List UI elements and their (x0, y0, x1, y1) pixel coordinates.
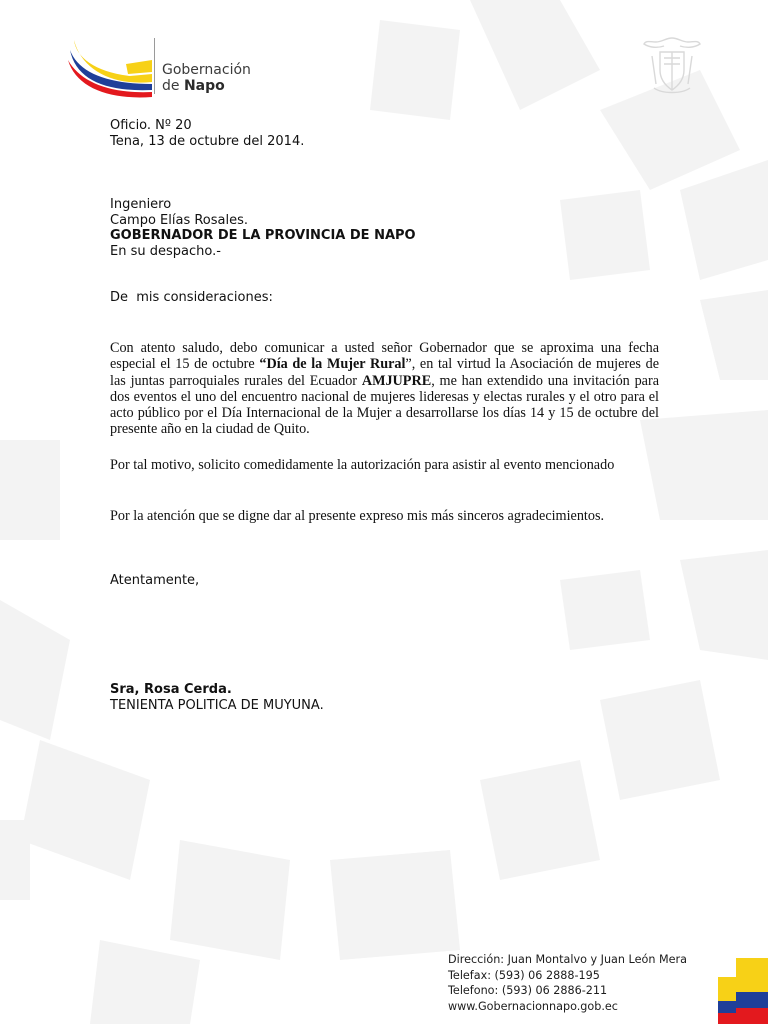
recipient-name: Campo Elías Rosales. (110, 212, 249, 228)
footer-fax: Telefax: (593) 06 2888-195 (448, 968, 600, 982)
paragraph1-association-acronym: AMJUPRE (361, 372, 432, 389)
body-paragraph-3: Por la atención que se digne dar al presente expreso mis más sinceros agradecimientos. (110, 508, 605, 524)
logo-divider (154, 38, 155, 94)
coat-of-arms-icon (642, 34, 702, 96)
footer-address: Dirección: Juan Montalvo y Juan León Mera (448, 953, 687, 966)
logo-text-line1: Gobernación (162, 62, 251, 78)
salutation: De mis consideraciones: (110, 290, 273, 305)
body-paragraph-1 (110, 340, 659, 438)
recipient-block (110, 197, 660, 259)
signature-block (110, 682, 660, 713)
footer-contact (448, 952, 687, 1014)
footer-website: www.Gobernacionnapo.gob.ec (448, 999, 618, 1013)
footer-phone: Telefono: (593) 06 2886-211 (448, 984, 608, 997)
logo-flag-swoosh-icon (66, 36, 156, 98)
signer-name: Sra, Rosa Cerda. (110, 682, 232, 697)
recipient-location: En su despacho.- (110, 243, 221, 259)
logo-text-bold: Napo (183, 78, 225, 94)
paragraph1-text-b: ”, en tal virtud la Asociación de mujeres de las juntas parroquiales rurales del Ecuador (110, 356, 659, 389)
office-number: Oficio. Nº 20 (110, 118, 192, 133)
body-paragraph-2: Por tal motivo, solicito comedidamente la autorización para asistir al evento mencionado (110, 457, 615, 473)
footer-flag-stripe-large (736, 958, 768, 1024)
government-logo (66, 36, 266, 98)
recipient-title: Ingeniero (110, 197, 172, 212)
paragraph1-text-c: , me han extendido una invitación para dos eventos el uno del encuentro nacional de mujeres lideresas y electas rurales y el otro para el acto público por el Día Internacional de la Mujer a desarrollarse los días 14 y 15 de octubre del presente año en la ciudad de Quito. (110, 372, 659, 438)
paragraph1-event-name: “Día de la Mujer Rural (259, 356, 406, 373)
logo-text-prefix: de (162, 78, 180, 94)
footer-flag-stripe-small (718, 977, 736, 1024)
logo-text-line2 (162, 78, 225, 94)
paragraph1-text-a: Con atento saludo, debo comunicar a usted señor Gobernador que se aproxima una fecha especial el 15 de octubre (110, 340, 659, 373)
closing: Atentamente, (110, 573, 200, 588)
recipient-position: GOBERNADOR DE LA PROVINCIA DE NAPO (110, 228, 416, 243)
signer-position: TENIENTA POLITICA DE MUYUNA. (110, 697, 324, 713)
office-header (110, 118, 660, 149)
date-line: Tena, 13 de octubre del 2014. (110, 133, 305, 149)
